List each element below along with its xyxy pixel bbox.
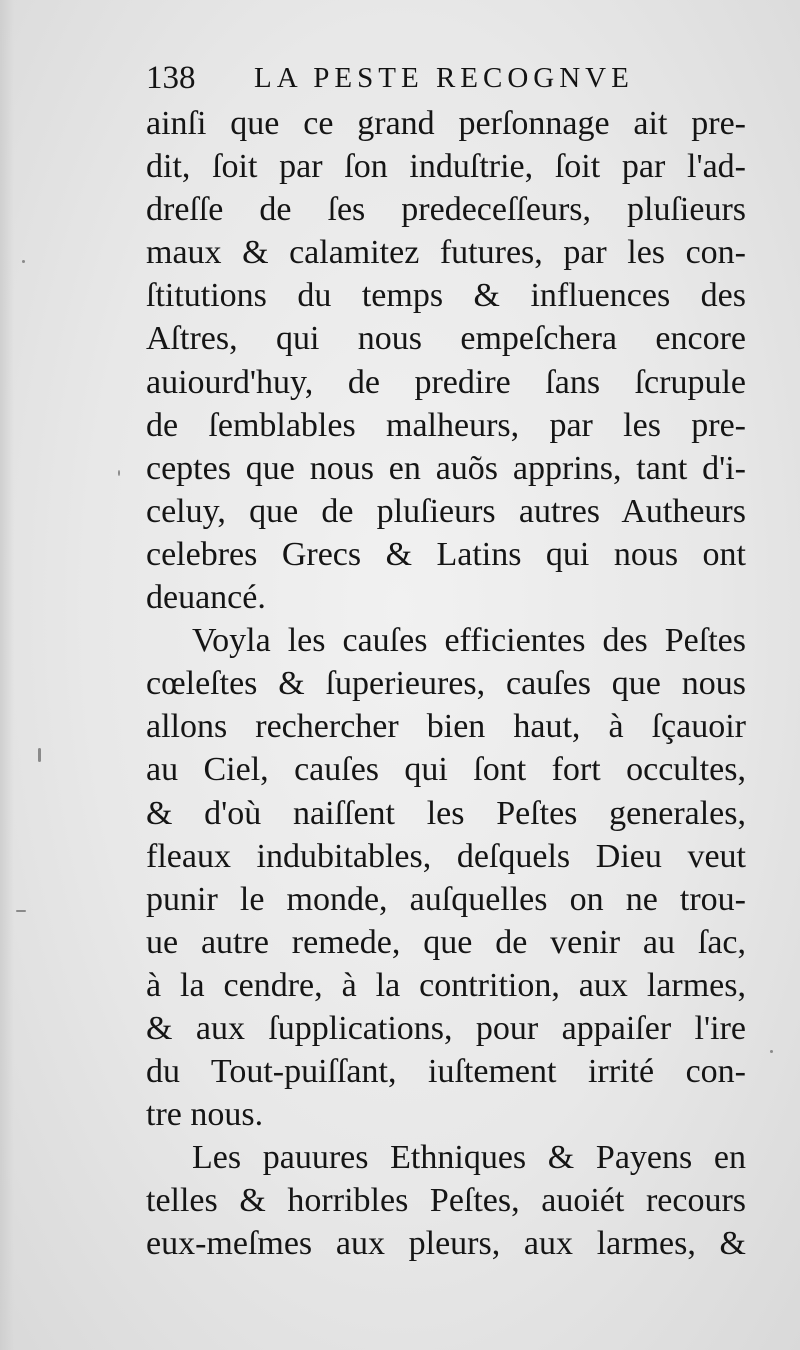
text-line: à la cendre, à la contrition, aux larmes, — [146, 966, 746, 1004]
text-line: & d'où naiſſent les Peſtes generales, — [146, 794, 746, 832]
text-line: tre nous. — [146, 1096, 264, 1134]
running-head: LA PESTE RECOGNVE — [254, 62, 634, 94]
paragraph-first-line: Les pauures Ethniques & Payens en — [192, 1139, 746, 1177]
text-line: allons rechercher bien haut, à ſçauoir — [146, 708, 746, 746]
text-line: cœleſtes & ſuperieures, cauſes que nous — [146, 665, 746, 703]
text-line: au Ciel, cauſes qui ſont fort occultes, — [146, 751, 746, 789]
text-line: eux-meſmes aux pleurs, aux larmes, & — [146, 1225, 746, 1263]
text-line: celuy, que de pluſieurs autres Autheurs — [146, 492, 746, 530]
page-number: 138 — [146, 60, 196, 96]
text-line: telles & horribles Peſtes, auoiét recours — [146, 1182, 746, 1220]
text-line: ainſi que ce grand perſonnage ait pre- — [146, 105, 746, 142]
text-line: ceptes que nous en auõs apprins, tant d'i- — [146, 449, 746, 487]
ink-speck — [38, 748, 41, 762]
text-line: ue autre remede, que de venir au ſac, — [146, 923, 746, 961]
body-text — [146, 102, 746, 1266]
ink-speck — [770, 1050, 773, 1053]
text-line: ſtitutions du temps & influences des — [146, 277, 746, 315]
paragraph-first-line: Voyla les cauſes efficientes des Peſtes — [192, 622, 746, 660]
ink-speck — [22, 260, 25, 263]
text-line: Aſtres, qui nous empeſchera encore — [146, 320, 746, 358]
text-line: celebres Grecs & Latins qui nous ont — [146, 535, 746, 573]
page-header — [146, 58, 746, 98]
page-edge-shadow — [0, 0, 14, 1350]
text-line: & aux ſupplications, pour appaiſer l'ire — [146, 1009, 746, 1047]
text-line: de ſemblables malheurs, par les pre- — [146, 406, 746, 444]
text-line: auiourd'huy, de predire ſans ſcrupule — [146, 363, 746, 401]
text-line: maux & calamitez futures, par les con- — [146, 234, 746, 272]
text-line: deuancé. — [146, 579, 266, 617]
text-line: fleaux indubitables, deſquels Dieu veut — [146, 837, 746, 875]
ink-speck — [118, 470, 120, 476]
text-line: dreſſe de ſes predeceſſeurs, pluſieurs — [146, 191, 746, 229]
text-line: dit, ſoit par ſon induſtrie, ſoit par l'ad- — [146, 148, 746, 186]
ink-speck — [16, 910, 26, 912]
text-line: du Tout-puiſſant, iuſtement irrité con- — [146, 1053, 746, 1091]
text-line: punir le monde, auſquelles on ne trou- — [146, 880, 746, 918]
